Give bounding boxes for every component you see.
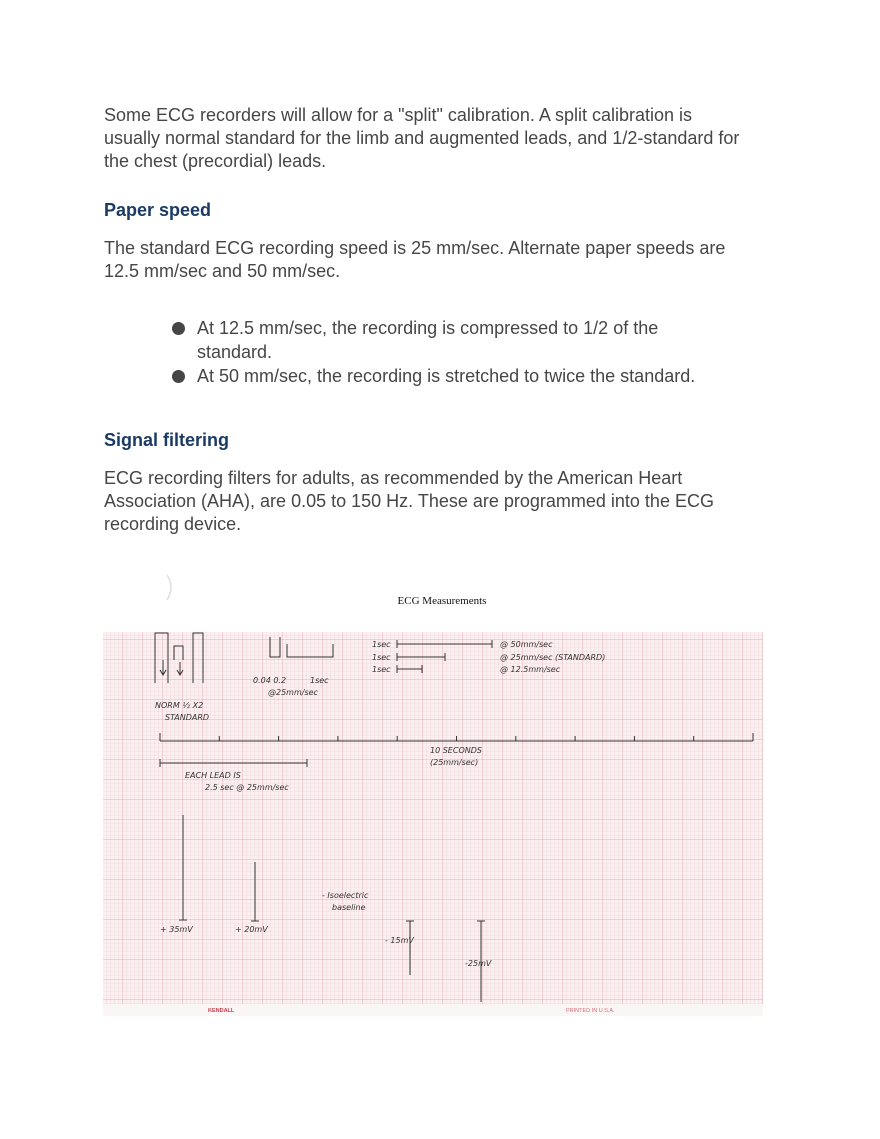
label-sec: 1sec xyxy=(372,653,391,662)
label-plus-20: + 20mV xyxy=(235,925,268,934)
bullet-icon xyxy=(172,370,185,383)
label-standard: STANDARD xyxy=(165,713,210,722)
label-baseline: baseline xyxy=(332,903,366,912)
label-interval-values: 0.04 0.2 xyxy=(253,676,287,685)
label-ten-sec: 10 SECONDS xyxy=(430,746,482,755)
label-speed-12: @ 12.5mm/sec xyxy=(500,665,561,674)
signal-filtering-heading: Signal filtering xyxy=(104,430,230,450)
label-speed-25: @ 25mm/sec (STANDARD) xyxy=(500,653,606,662)
label-one-sec: 1sec xyxy=(310,676,329,685)
label-sec: 1sec xyxy=(372,640,391,649)
label-speed-50: @ 50mm/sec xyxy=(500,640,553,649)
label-at-25: @25mm/sec xyxy=(268,688,318,697)
label-minus-25: -25mV xyxy=(465,959,492,968)
paper-speed-list xyxy=(170,316,730,388)
footer-brand: KENDALL xyxy=(208,1008,235,1014)
ecg-measurements-figure xyxy=(103,560,763,1016)
paper-speed-heading: Paper speed xyxy=(104,200,212,220)
paper-footer-strip xyxy=(103,1004,763,1016)
list-item xyxy=(170,364,730,388)
label-ten-sec-speed: (25mm/sec) xyxy=(430,758,479,767)
footer-printed: PRINTED IN U.S.A. xyxy=(566,1008,615,1014)
signal-filtering-paragraph: ECG recording filters for adults, as recommended by the American Heart Association (AHA), are 0.05 to 150 Hz. These are programmed into the ECG recording device. xyxy=(104,468,714,534)
list-item xyxy=(170,316,730,364)
label-isoelectric: - Isoelectric xyxy=(322,891,369,900)
bullet-text: At 50 mm/sec, the recording is stretched to twice the standard. xyxy=(197,366,696,386)
bracket-mark xyxy=(167,575,171,600)
intro-paragraph: Some ECG recorders will allow for a "split" calibration. A split calibration is usually normal standard for the limb and augmented leads, and 1/2-standard for the chest (precordial) leads. xyxy=(104,105,740,171)
bullet-text: At 12.5 mm/sec, the recording is compressed to 1/2 of the standard. xyxy=(197,318,659,362)
figure-title: ECG Measurements xyxy=(397,595,487,607)
label-each-lead-duration: 2.5 sec @ 25mm/sec xyxy=(205,783,289,792)
bullet-icon xyxy=(172,322,185,335)
ecg-grid xyxy=(103,632,763,1004)
label-minus-15: - 15mV xyxy=(385,936,414,945)
label-each-lead: EACH LEAD IS xyxy=(185,771,241,780)
label-plus-35: + 35mV xyxy=(160,925,193,934)
label-norm: NORM ½ X2 xyxy=(155,701,204,710)
label-sec: 1sec xyxy=(372,665,391,674)
paper-speed-paragraph: The standard ECG recording speed is 25 mm/sec. Alternate paper speeds are 12.5 mm/sec and 50 mm/sec. xyxy=(104,238,726,281)
